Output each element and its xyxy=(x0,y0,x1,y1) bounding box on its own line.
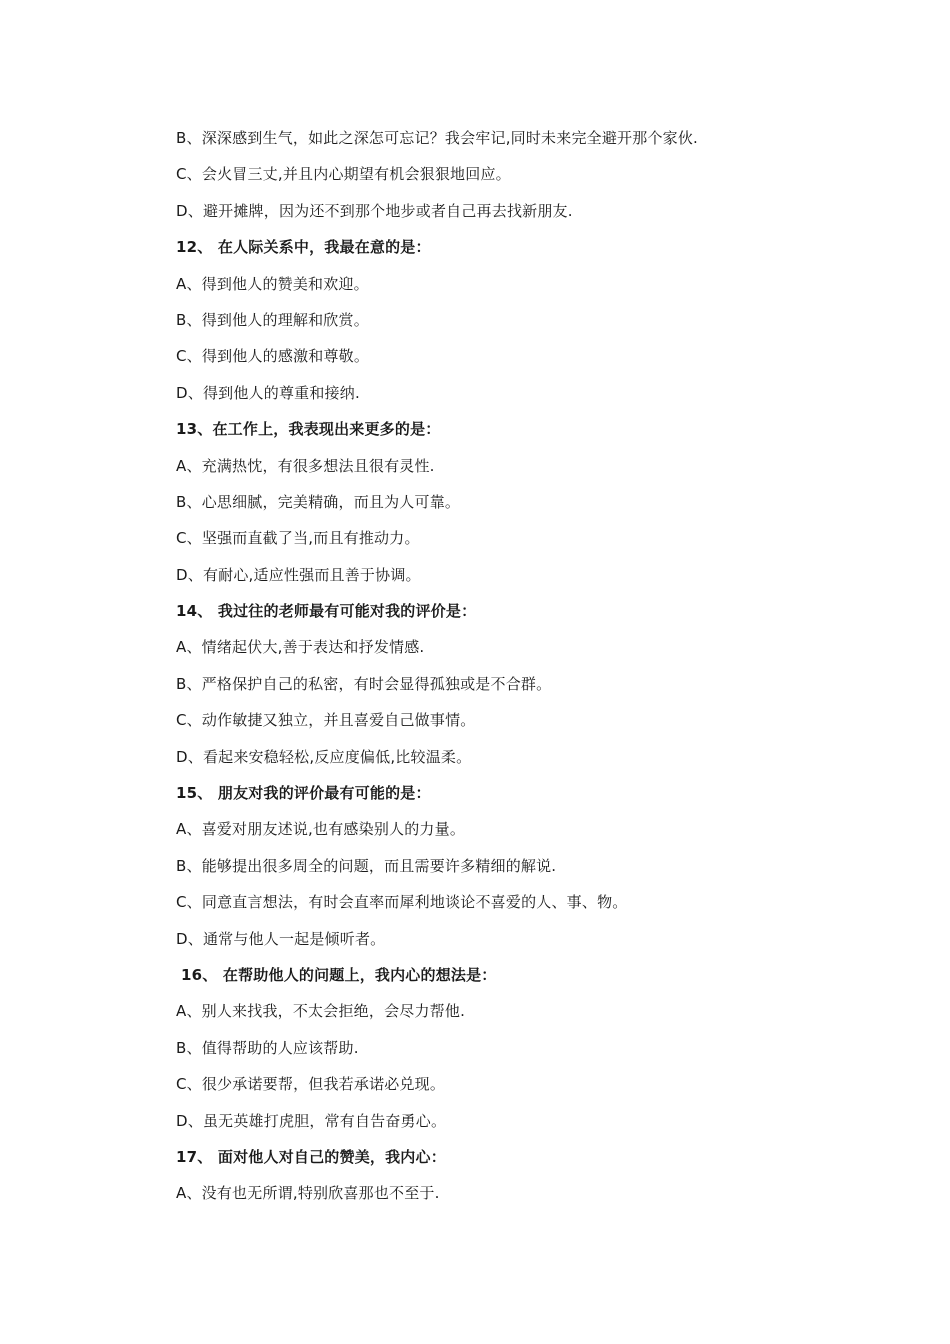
option-line: C、同意直言想法，有时会直率而犀利地谈论不喜爱的人、事、物。 xyxy=(176,893,628,912)
option-line: D、虽无英雄打虎胆，常有自告奋勇心。 xyxy=(176,1111,447,1130)
question-heading: 17、 面对他人对自己的赞美，我内心： xyxy=(176,1147,446,1166)
option-line: B、得到他人的理解和欣赏。 xyxy=(176,310,369,329)
option-line: C、坚强而直截了当,而且有推动力。 xyxy=(176,529,420,548)
option-line: B、深深感到生气，如此之深怎可忘记？我会牢记,同时未来完全避开那个家伙. xyxy=(176,129,699,147)
option-line: C、动作敏捷又独立，并且喜爱自己做事情。 xyxy=(176,711,476,730)
option-line: A、别人来找我，不太会拒绝，会尽力帮他. xyxy=(176,1002,466,1021)
option-line: D、得到他人的尊重和接纳. xyxy=(176,383,360,402)
option-line: D、通常与他人一起是倾听者。 xyxy=(176,929,386,948)
option-line: B、心思细腻，完美精确，而且为人可靠。 xyxy=(176,492,461,511)
question-heading: 15、 朋友对我的评价最有可能的是： xyxy=(176,784,431,803)
question-heading: 13、在工作上，我表现出来更多的是： xyxy=(176,420,441,439)
questionnaire-text xyxy=(176,124,896,1216)
question-heading: 16、 在帮助他人的问题上，我内心的想法是： xyxy=(181,965,497,984)
option-line: A、喜爱对朋友述说,也有感染别人的力量。 xyxy=(176,820,466,839)
option-line: D、有耐心,适应性强而且善于协调。 xyxy=(176,565,421,584)
option-line: A、没有也无所谓,特别欣喜那也不至于. xyxy=(176,1184,440,1203)
option-line: A、得到他人的赞美和欢迎。 xyxy=(176,274,369,293)
option-line: C、得到他人的感激和尊敬。 xyxy=(176,347,370,366)
option-line: C、很少承诺要帮，但我若承诺必兑现。 xyxy=(176,1075,446,1094)
option-line: D、避开摊牌，因为还不到那个地步或者自己再去找新朋友. xyxy=(176,201,573,220)
option-line: C、会火冒三丈,并且内心期望有机会狠狠地回应。 xyxy=(176,165,511,184)
option-line: B、值得帮助的人应该帮助. xyxy=(176,1038,359,1057)
option-line: D、看起来安稳轻松,反应度偏低,比较温柔。 xyxy=(176,747,472,766)
option-line: A、充满热忱，有很多想法且很有灵性. xyxy=(176,456,435,475)
option-line: A、情绪起伏大,善于表达和抒发情感. xyxy=(176,638,425,657)
option-line: B、能够提出很多周全的问题，而且需要许多精细的解说. xyxy=(176,856,557,875)
option-line: B、严格保护自己的私密，有时会显得孤独或是不合群。 xyxy=(176,674,552,693)
question-heading: 14、 我过往的老师最有可能对我的评价是： xyxy=(176,602,477,621)
question-heading: 12、 在人际关系中，我最在意的是： xyxy=(176,238,431,257)
